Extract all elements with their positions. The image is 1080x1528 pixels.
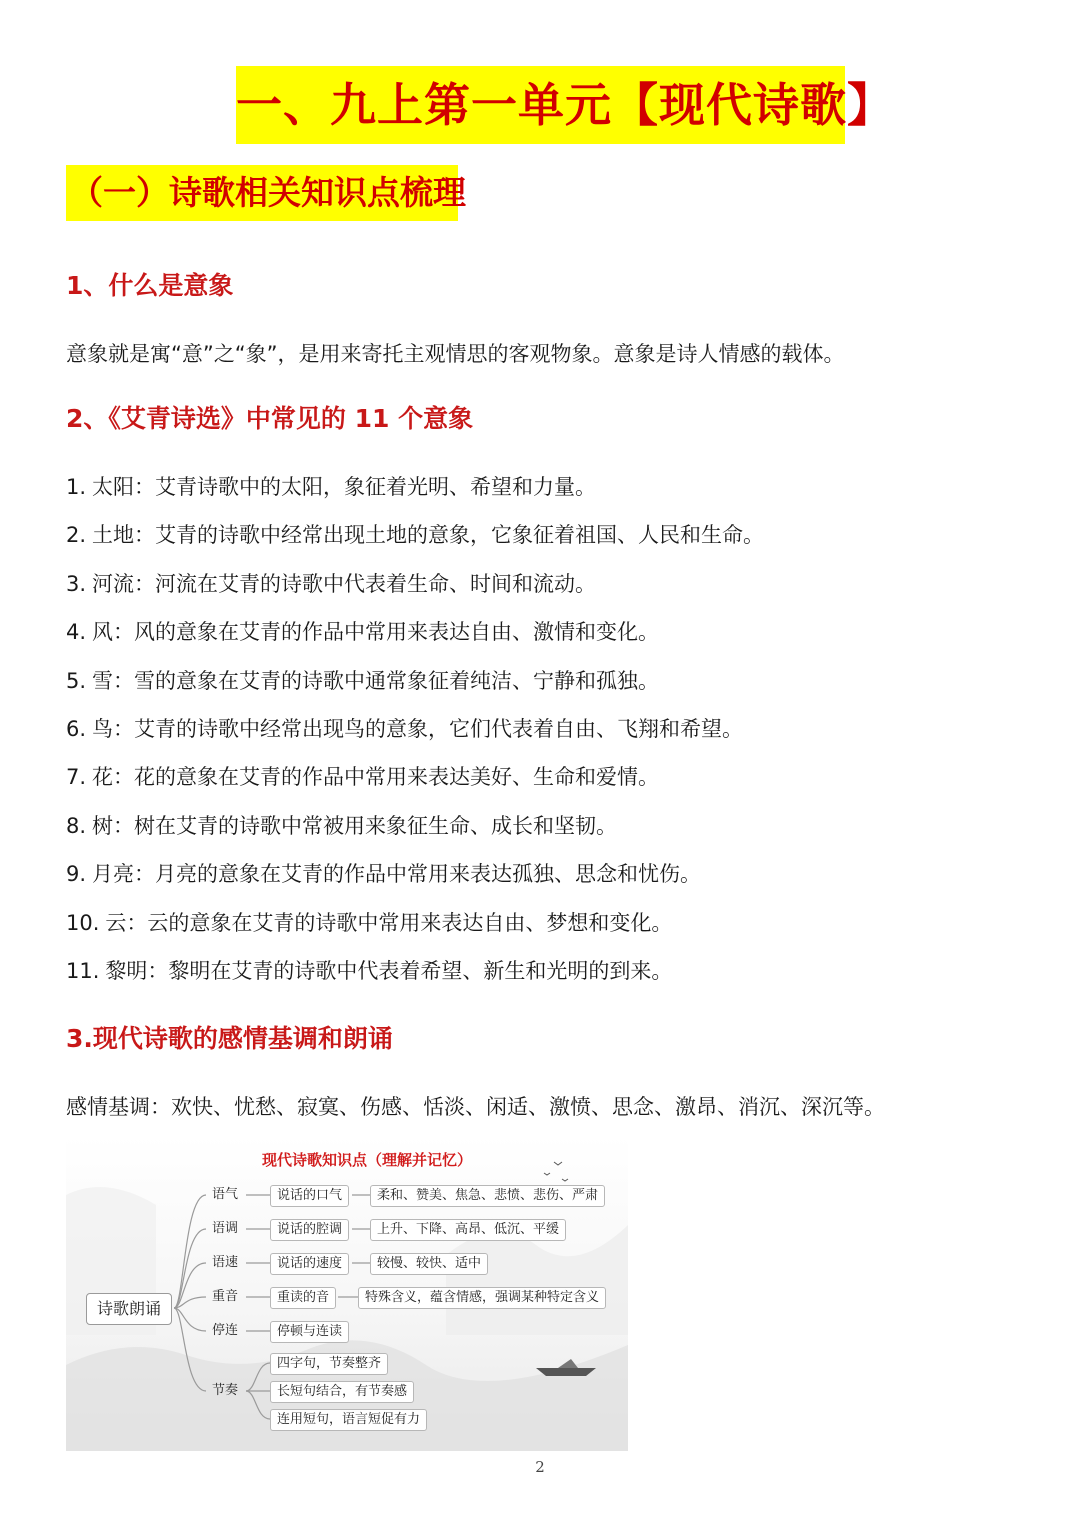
list-item: 7. 花：花的意象在艾青的作品中常用来表达美好、生命和爱情。 [66,765,660,790]
mindmap-category: 语速 [212,1255,239,1270]
mindmap-leaf: 上升、下降、高昂、低沉、平缓 [370,1219,566,1241]
section-subtitle: （一）诗歌相关知识点梳理 [66,165,458,221]
mindmap-category: 语调 [212,1221,239,1236]
mindmap-leaf: 较慢、较快、适中 [370,1253,488,1275]
mindmap-title: 现代诗歌知识点（理解并记忆） [261,1151,472,1169]
list-item: 6. 鸟：艾青的诗歌中经常出现鸟的意象，它们代表着自由、飞翔和希望。 [66,716,744,741]
list-item: 2. 土地：艾青的诗歌中经常出现土地的意象，它象征着祖国、人民和生命。 [66,523,765,548]
mindmap-category: 语气 [212,1187,239,1202]
imagery-list [66,472,764,1004]
list-item: 4. 风：风的意象在艾青的作品中常用来表达自由、激情和变化。 [66,620,660,645]
imagery-definition-text: 意象就是寓“意”之“象”，是用来寄托主观情思的客观物象。意象是诗人情感的载体。 [66,342,845,366]
mindmap-leaf: 柔和、赞美、焦急、悲愤、悲伤、严肃 [370,1185,605,1207]
mindmap-category: 重音 [212,1289,239,1304]
mindmap-category: 停连 [212,1323,239,1338]
mindmap-node: 说话的速度 [270,1253,349,1275]
heading-common-imagery: 2、《艾青诗选》中常见的 11 个意象 [66,404,474,433]
mindmap-node: 说话的腔调 [270,1219,349,1241]
list-item: 9. 月亮：月亮的意象在艾青的作品中常用来表达孤独、思念和忧伤。 [66,862,702,887]
list-item: 8. 树：树在艾青的诗歌中常被用来象征生命、成长和坚韧。 [66,813,618,838]
mindmap-root: 诗歌朗诵 [86,1293,172,1325]
mindmap-node: 长短句结合，有节奏感 [270,1381,414,1403]
mindmap-node: 停顿与连读 [270,1321,349,1343]
emotion-tone-text: 感情基调：欢快、忧愁、寂寞、伤感、恬淡、闲适、激愤、思念、激昂、消沉、深沉等。 [66,1095,885,1119]
mindmap-node: 四字句，节奏整齐 [270,1353,388,1375]
recitation-mindmap [66,1135,628,1451]
mindmap-node: 连用短句，语言短促有力 [270,1409,427,1431]
mindmap-node: 重读的音 [270,1287,336,1309]
list-item: 5. 雪：雪的意象在艾青的诗歌中通常象征着纯洁、宁静和孤独。 [66,668,660,693]
heading-emotion-recitation: 3.现代诗歌的感情基调和朗诵 [66,1024,393,1053]
list-item: 3. 河流：河流在艾青的诗歌中代表着生命、时间和流动。 [66,571,597,596]
page-number: 2 [535,1458,545,1476]
list-item: 1. 太阳：艾青诗歌中的太阳，象征着光明、希望和力量。 [66,475,597,499]
heading-imagery-definition: 1、什么是意象 [66,271,234,300]
list-item: 11. 黎明：黎明在艾青的诗歌中代表着希望、新生和光明的到来。 [66,958,673,983]
main-title: 一、九上第一单元【现代诗歌】 [236,66,845,144]
mindmap-node: 说话的口气 [270,1185,349,1207]
mindmap-leaf: 特殊含义，蕴含情感，强调某种特定含义 [358,1287,606,1309]
mindmap-category: 节奏 [212,1383,239,1398]
list-item: 10. 云：云的意象在艾青的诗歌中常用来表达自由、梦想和变化。 [66,910,673,935]
